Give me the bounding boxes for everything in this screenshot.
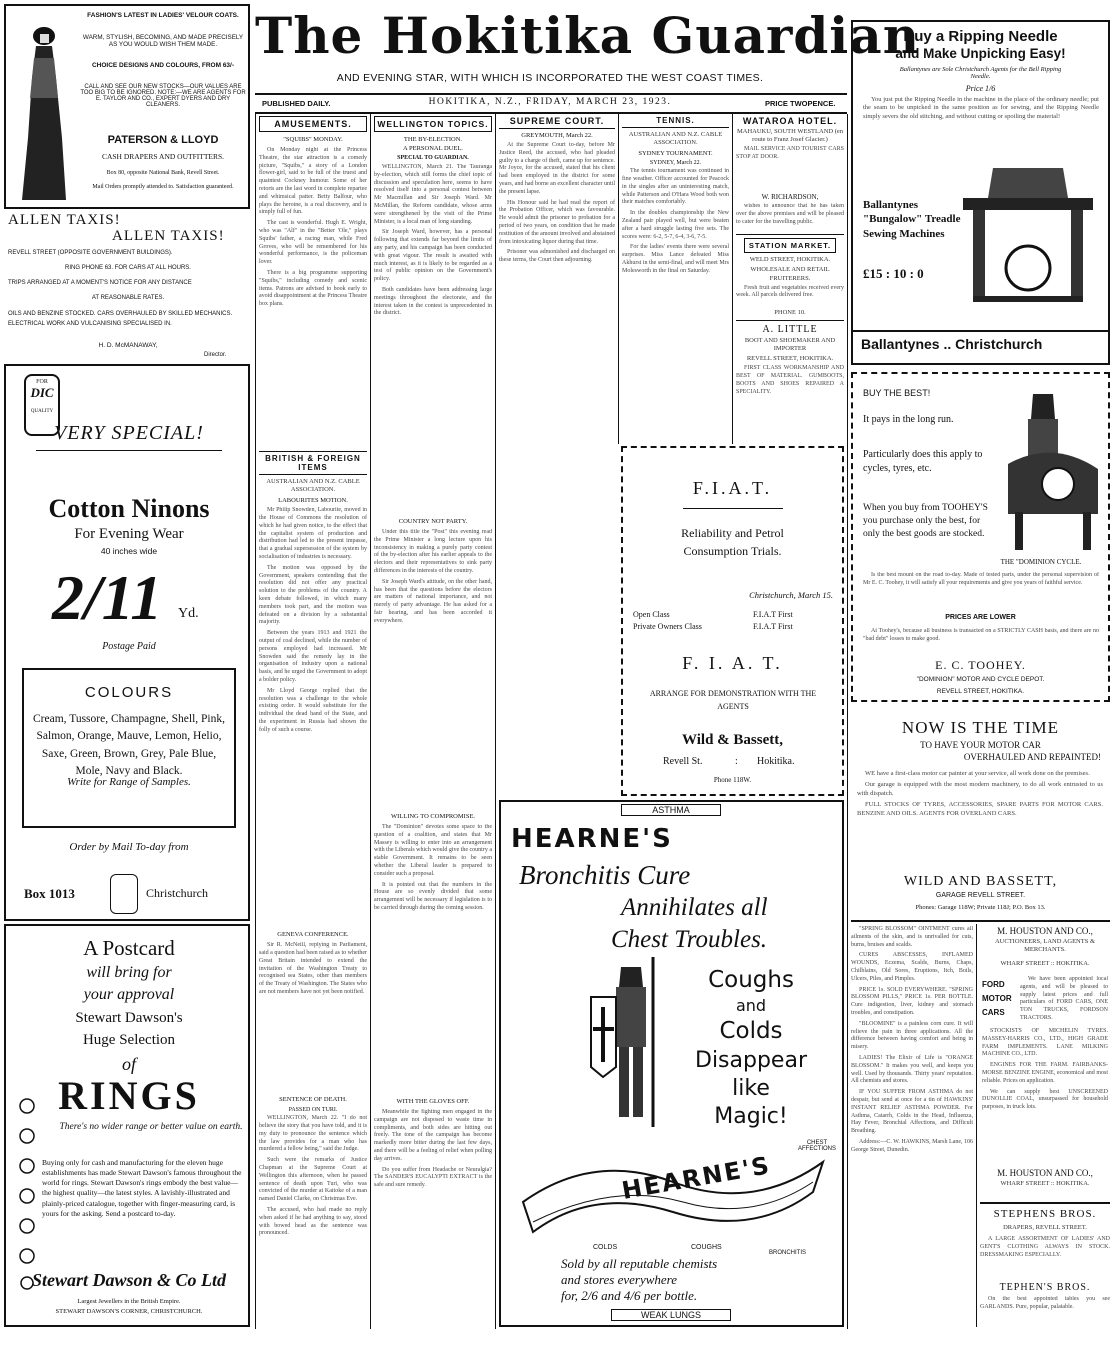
houston-ad (980, 926, 1110, 1166)
fiat-title2: F. I. A. T. (682, 653, 783, 673)
willing-head: WILLING TO COMPROMISE. (390, 813, 476, 820)
little-sub2: REVELL STREET, HOKITIKA. (746, 355, 834, 362)
dic-order: Order by Mail To-day from (69, 841, 189, 853)
willing-text: The "Dominion" devotes some space to the question of a coalition, and states that Mr Massey is willing to enter into an arrangement with the Liberals which would give the country a stable Government. It remains to be seen whether the Liberal leader is prepared to consider such a proposal. It is pointed out that the numbers in the House are so evenly divided that some arrangement will be necessary if legislation is to be carried through during the coming session. (374, 824, 492, 911)
spring-blossom-ad: "SPRING BLOSSOM" OINTMENT cures all ailments of the skin, and is unrivalled for cuts, burns, bruises and scalds. CURES ABSCESSES, INFLAMED WOUNDS, Eczema, Scalds, Burns, Chaps, Chilblains, Old Sores, Eruptions, Itch, Boils, Ulcers, Piles, and Pimples. PRICE 1s. SOLD EVERYWHERE. "SPRING BLOSSOM PILLS," PRICE 1s. PER BOTTLE. Cure indigestion, liver, kidney and stomach troubles, and constipation. "BLOOMINE" is a painless corn cure. It will relieve the pain in three applications. All the difference between having comfort and being in misery. LADIES! The Elixir of Life is "ORANGE BLOSSOM." It makes you well, and keeps you well. Used by thousands. Thirty years' reputation. All chemists and stores. IF YOU SUFFER FROM ASTHMA do not despair, but send at once for a tin of HAWKINS' INSTANT RELIEF ASTHMA POWDER. For Asthma, Catarrh, Colds in the Head, Influenza, Hay Fever, Bronchial Affections, and Difficult Breathing. Address:—C. W. HAWKINS, Marsh Lane, 106 George Street, Dunedin. (851, 926, 973, 1153)
dic-box: Box 1013 (24, 886, 75, 901)
gloves-head: WITH THE GLOVES OFF. (396, 1098, 470, 1105)
toohey-addr: REVELL STREET, HOKITIKA. (936, 688, 1025, 695)
hearnes-coughs: COUGHS (691, 1244, 722, 1251)
paterson-name: PATERSON & LLOYD (107, 134, 219, 146)
fiat-l2: Consumption Trials. (683, 544, 782, 558)
stewart-l3: your approval (83, 986, 175, 1003)
houston-ford: FORD (982, 980, 1005, 989)
tennis-sub1: AUSTRALIAN AND N.Z. CABLE ASSOCIATION. (628, 131, 723, 147)
hearnes-l5: Coughs (708, 967, 794, 993)
column-3 (374, 116, 492, 1326)
market-phone: PHONE 10. (774, 308, 806, 316)
lady-figure-illustration (16, 18, 74, 203)
tennis-sub2: SYDNEY TOURNAMENT. (638, 150, 713, 158)
fiat-arrange: ARRANGE FOR DEMONSTRATION WITH THE AGENTS (649, 689, 817, 711)
paterson-line2: WARM, STYLISH, BECOMING, AND MADE PRECISELY AS YOU WOULD WISH THEM MADE. (82, 34, 244, 48)
wild-text: WE have a first-class motor car painter at your service, all work done on the premises. Our garage is equipped with the most modern machinery, to do all work entrusted to us with dispatch. FULL STOCKS OF TYRES, ACCESSORIES, SPARE PARTS FOR MOTOR CARS. BENZINE AND OILS. AGENTS FOR OVERLAND CARS. (857, 770, 1103, 817)
ripping-l2: and Make Unpicking Easy! (895, 46, 1066, 61)
supreme-head: SUPREME COURT. (499, 116, 615, 129)
fiat-open-class: Open Class (633, 610, 670, 619)
hearnes-top: ASTHMA (621, 804, 721, 816)
toohey-ad (851, 372, 1110, 702)
allen-title1: ALLEN TAXIS! (8, 212, 121, 228)
allen-l1: REVELL STREET (OPPOSITE GOVERNMENT BUILDINGS). (8, 250, 173, 256)
hearnes-l3: Annihilates all (621, 894, 768, 921)
geneva-text: Sir R. McNeill, replying in Parliament, said a question had been raised as to whether Great Britain intended to extend the invitation of the Washington Treaty to recognised sea States, other than members of the Treaty of Washington. The States who are not members have not yet been notified. (259, 942, 367, 996)
paterson-ad (4, 4, 250, 209)
dic-city: Christchurch (146, 886, 208, 900)
dic-unit: Yd. (178, 606, 199, 621)
market-text: Fresh fruit and vegetables received every week. All parcels delivered free. (736, 284, 844, 299)
stewart-foot2: STEWART DAWSON'S CORNER, CHRISTCHURCH. (55, 1308, 203, 1315)
wild-phone: Phones: Garage 118W; Private 118J; P.O. Box 13. (915, 904, 1046, 911)
british-sub: AUSTRALIAN AND N.Z. CABLE ASSOCIATION. (266, 478, 360, 494)
knight-on-horse-illustration (1003, 384, 1103, 554)
hearnes-sold3: for, 2/6 and 4/6 per bottle. (561, 1288, 698, 1303)
tennis-head: TENNIS. (622, 116, 729, 128)
paterson-addr: Box 80, opposite National Bank, Revell Street. (106, 170, 220, 176)
fiat-ad (621, 446, 844, 796)
toohey-best: BUY THE BEST! (863, 388, 931, 398)
supreme-text: At the Supreme Court to-day, before Mr Justice Reed, the accused, who had pleaded guilty to a charge of theft, came up for sentence. Mr Joyce, for the accused, stated that his client had been employed in the district for some years, and had borne an excellent character until the present lapse. His Honour said he had read the report of the Probation Officer, which was favourable. He would admit the prisoner to probation for a period of two years, on condition that he made restitution of the amount involved and abstained from intoxicating liquor during that time. Prisoner was admonished and discharged on these terms, the Court then adjourning. (499, 142, 615, 264)
stewart-l1: A Postcard (83, 936, 175, 960)
column-5 (622, 116, 729, 441)
dic-colours: Cream, Tussore, Champagne, Shell, Pink, Salmon, Orange, Mauve, Lemon, Helio, Saxe, Green, Brown, Grey, Pale Blue, Mole, Navy and Black. (33, 713, 225, 777)
little-sub: BOOT AND SHOEMAKER AND IMPORTER (744, 336, 836, 352)
stewart-l4: Stewart Dawson's (75, 1010, 183, 1026)
paterson-line3: CHOICE DESIGNS AND COLOURS, FROM 63/- (91, 62, 235, 69)
wild-name: WILD AND BASSETT, (903, 874, 1058, 889)
hearnes-sold2: and stores everywhere (561, 1272, 678, 1287)
geneva-head: GENEVA CONFERENCE. (277, 931, 349, 939)
toohey-text: Is the best mount on the road to-day. Made of tested parts, under the personal supervision of Mr E. C. Toohey, it will satisfy all your requirements and give you years of faithful service. (863, 572, 1099, 586)
stephens-text: A LARGE ASSORTMENT OF LADIES' AND GENT'S CLOTHING ALWAYS IN STOCK. DRESSMAKING ESPECIALLY. (980, 1236, 1110, 1258)
wataroa-text2: wishes to announce that he has taken over the above premises and will be pleased to cater for the travelling public. (736, 203, 844, 225)
hearnes-l10: Magic! (714, 1104, 788, 1129)
stewart-l8: There's no wider range or better value on earth. (59, 1122, 243, 1132)
published-daily: PUBLISHED DAILY. (262, 99, 331, 108)
dic-width: 40 inches wide (100, 546, 158, 556)
allen-sig: H. D. McMANAWAY, (98, 342, 158, 349)
masthead (255, 6, 921, 70)
dic-colours-box (22, 668, 236, 828)
dic-ad (4, 364, 250, 921)
dic-price: 2/11 (52, 562, 163, 633)
country-head: COUNTRY NOT PARTY. (398, 518, 468, 525)
ripping-l1: Buy a Ripping Needle (903, 28, 1058, 45)
stewart-l5: Huge Selection (82, 1032, 176, 1048)
fiat-open-win: F.I.A.T First (753, 610, 793, 619)
fiat-phone: Phone 118W. (713, 776, 752, 784)
hearnes-ad (499, 800, 844, 1327)
sewing-machine-illustration (953, 158, 1103, 308)
houston-name2: M. HOUSTON AND CO., (997, 1168, 1093, 1178)
little-text: FIRST CLASS WORKMANSHIP AND BEST OF MATERIAL. GUMBOOTS, BOOTS AND SHOES REPAIRED A SPECIALITY. (736, 365, 844, 395)
houston-sub: AUCTIONEERS, LAND AGENTS & MERCHANTS. (994, 938, 1096, 954)
ripping-text: You just put the Ripping Needle in the machine in the place of the ordinary needle; put the seam to be unpicked in the same position as for sewing, and the Ripping Needle simply severs the old stitching, and without cutting or spoiling the material! (863, 96, 1099, 120)
houston-motor: MOTOR (982, 994, 1012, 1003)
stewart-body: Buying only for cash and manufacturing for the eleven huge establishments has made Stewart Dawson's famous throughout the world for rings. Stewart Dawson's rings embody the best value—the highest quality—the latest styles. A lavishly-illustrated and plainly-priced catalogue, together with finger-measuring card, is yours for the asking. Send a postcard to-day. (42, 1158, 242, 1218)
dic-logo-bot: QUALITY (30, 409, 54, 414)
fiat-town: Hokitika. (757, 756, 795, 767)
market-sub2: WHOLESALE AND RETAIL FRUITERERS. (750, 266, 830, 282)
allen-l3: TRIPS ARRANGED AT A MOMENT'S NOTICE FOR ANY DISTANCE (8, 280, 192, 286)
dic-colours-title: COLOURS (84, 684, 174, 701)
column-6 (736, 116, 844, 441)
wild-addr: GARAGE REVELL STREET. (935, 892, 1026, 899)
fiat-agent: Wild & Bassett, (682, 732, 783, 748)
fiat-title1: F.I.A.T. (692, 478, 773, 498)
ripping-sub: Ballantynes are Sole Christchurch Agents for the Bell Ripping Needle. (899, 66, 1062, 80)
toohey-name: E. C. TOOHEY. (935, 658, 1026, 672)
allen-l4: AT REASONABLE RATES. (91, 295, 165, 301)
dic-for: For Evening Wear (74, 526, 184, 542)
fiat-street: Revell St. (663, 756, 703, 767)
houston-ad-footer (980, 1168, 1110, 1198)
dic-samples: Write for Range of Samples. (67, 776, 191, 788)
dic-logo-top: FOR (36, 379, 48, 385)
amusements-sub: "SQUIBS" MONDAY. (283, 136, 343, 143)
dic-postage: Postage Paid (102, 641, 156, 652)
hearnes-chest: CHEST AFFECTIONS (797, 1140, 836, 1152)
knight-illustration (581, 957, 681, 1132)
ripping-brand: Ballantynes "Bungalow" Treadle Sewing Machines (863, 199, 961, 240)
sentence-head: SENTENCE OF DEATH. (279, 1096, 347, 1104)
ripping-footer: Ballantynes .. Christchurch (861, 336, 1043, 352)
allen-l2: RING PHONE 63. FOR CARS AT ALL HOURS. (65, 265, 191, 271)
allen-title2: ALLEN TAXIS! (112, 228, 225, 244)
wild-sub1: TO HAVE YOUR MOTOR CAR (920, 740, 1041, 750)
toohey-sub: "DOMINION" MOTOR AND CYCLE DEPOT. (916, 676, 1045, 683)
hearnes-l9: like (732, 1076, 770, 1101)
market-sub: WELD STREET, HOKITIKA. (749, 256, 831, 264)
wataroa-prop: W. RICHARDSON, (761, 193, 819, 202)
toohey-when: When you buy from TOOHEY'S you purchase only the best, for only the best goods are stocked. (863, 503, 988, 539)
allen-taxis-ad (4, 212, 250, 362)
price: PRICE TWOPENCE. (765, 99, 836, 108)
dic-logo-small (110, 874, 138, 914)
country-text: Under this title the "Post" this evening read the Prime Minister a long lecture upon his inconsistency in making a purely party contest of the by-election after his earlier appeals to the electors and their representatives to sink party differences in the interests of the country. Sir Joseph Ward's attitude, on the other hand, has been that the questions before the electors are matters of national importance, and not merely of party advantage. He has asked for a fair hearing, and has been accorded it everywhere. (374, 529, 492, 624)
wellington-head: WELLINGTON TOPICS. (374, 116, 492, 132)
fiat-l1: Reliability and Petrol (681, 526, 784, 540)
houston-cars: CARS (982, 1008, 1005, 1017)
stewart-dawson-ad (4, 924, 250, 1327)
paterson-mail: Mail Orders promptly attended to. Satisfaction guaranteed. (92, 184, 234, 190)
stewart-l7: RINGS (58, 1073, 200, 1118)
dic-logo-mid: DIC (30, 385, 54, 400)
fiat-private-win: F.I.A.T First (753, 622, 793, 631)
british-head: BRITISH & FOREIGN ITEMS (259, 451, 367, 475)
dic-special: VERY SPECIAL! (54, 422, 204, 444)
houston-name: M. HOUSTON AND CO., (997, 926, 1093, 936)
fiat-colon: : (735, 756, 738, 767)
fiat-private-class: Private Owners Class (633, 622, 702, 631)
stephens-ad (980, 1206, 1110, 1328)
hearnes-bottom: WEAK LUNGS (611, 1309, 731, 1321)
toohey-lower: PRICES ARE LOWER (945, 614, 1016, 621)
wild-now: NOW IS THE TIME (901, 718, 1060, 737)
toohey-text2: At Toohey's, because all business is transacted on a STRICTLY CASH basis, and there are no "bad debt" losses to make good. (863, 628, 1099, 642)
hearnes-l7: Colds (719, 1018, 783, 1044)
column-4 (499, 116, 615, 441)
market-head: STATION MARKET. (744, 238, 836, 253)
stephens-text2: On the best appointed tables you see GARLANDS. Pure, popular, palatable. (980, 1296, 1110, 1310)
wellington-sub2: A PERSONAL DUEL. (403, 145, 463, 152)
tennis-text: The tennis tournament was continued in fine weather. Officer accounted for Peacock in the singles after an uninteresting match, while Patterson and O'Hara Wood both won their matches comfortably. In the doubles championship the New Zealand pair played well, but were beaten after a hard struggle lasting five sets. The scores were: 6-2, 5-7, 6-4, 3-6, 7-5. For the ladies' events there were several surprises. Miss Lance defeated Miss Akhurst in the semi-final, and will meet Mrs Molesworth in the final on Saturday. (622, 168, 729, 274)
stewart-l6: of (121, 1054, 136, 1074)
stewart-l2: will bring for (86, 964, 172, 981)
wild-bassett-ad (851, 708, 1110, 918)
sentence-text: WELLINGTON, March 22. "I do not believe the story that you have told, and it is my duty to pronounce the sentence which the law provides for a man who has murdered a fellow being," said the Judge. Such were the remarks of Justice Chapman at the Supreme Court at Wellington this afternoon, when he passed sentence of death upon Turi, who was convicted of the murder at Kaitoke of a man named Daniel Clarke, on Christmas Eve. The accused, who had made no reply when asked if he had anything to say, stood with bowed head as the sentence was pronounced. (259, 1115, 367, 1237)
masthead-title: The Hokitika Guardian (255, 6, 921, 65)
amusements-head: AMUSEMENTS. (259, 116, 367, 132)
hearnes-bronchitis: BRONCHITIS (769, 1250, 807, 1256)
rings-illustration-left (16, 1091, 38, 1291)
hearnes-colds: COLDS (593, 1244, 618, 1251)
hearnes-l8: Disappear (695, 1048, 807, 1073)
ripping-price: Price 1/6 (965, 84, 996, 93)
wataroa-head: WATAROA HOTEL. (742, 116, 838, 126)
hearnes-sold1: Sold by all reputable chemists (561, 1256, 718, 1271)
stewart-logo: Stewart Dawson & Co Ltd (31, 1270, 227, 1290)
paterson-sub: CASH DRAPERS AND OUTFITTERS. (101, 152, 225, 161)
hearnes-l6: and (735, 996, 767, 1015)
ripping-needle-ad (851, 20, 1110, 365)
wataroa-sub: MAHAUKU, SOUTH WESTLAND (en route to Franz Josef Glacier.) (736, 128, 844, 144)
stephens-name2: TEPHEN'S BROS. (999, 1282, 1091, 1294)
toohey-particularly: Particularly does this apply to cycles, tyres, etc. (863, 449, 983, 474)
allen-role: Director. (204, 352, 227, 358)
little-head: A. LITTLE (762, 323, 818, 335)
paterson-line1: FASHION'S LATEST IN LADIES' VELOUR COATS. (87, 12, 239, 19)
hearnes-l4: Chest Troubles. (611, 926, 768, 953)
stephens-name: STEPHENS BROS. (993, 1208, 1097, 1220)
stewart-foot1: Largest Jewellers in the British Empire. (77, 1298, 181, 1305)
houston-text2: STOCKISTS OF MICHELIN TYRES. MASSEY-HARRIS CO., LTD., HIGH GRADE FARM IMPLEMENTS. LANE MILKING MACHINE CO., LTD. ENGINES FOR THE FARM. FAIRBANKS-MORSE BENZINE ENGINE, economical and most reliable. Prices on application. We can supply best UNSCREENED DUNOLLIE COAL, unsurpassed for household purposes, in truck lots. (982, 1028, 1108, 1111)
hearnes-l2: Bronchitis Cure (519, 860, 691, 890)
gloves-text: Meanwhile the fighting men engaged in the campaign are not disposed to waste time in compliments, and both sides are hitting out freely. The tone of the campaign has become markedly more bitter during the last few days, and there will be a feeling of relief when polling day arrives. Do you suffer from Headache or Neuralgia? The SANDER'S EUCALYPTI EXTRACT is the safe and sure remedy. (374, 1109, 492, 1189)
houston-text: We have been appointed local agents, and will be pleased to supply latest prices and full particulars of FORD CARS, ONE TON TRUCKS, FORDSON TRACTORS. (1020, 976, 1108, 1021)
houston-wharf: WHARF STREET :: HOKITIKA. (1000, 960, 1090, 968)
stephens-sub: DRAPERS, REVELL STREET. (1003, 1224, 1087, 1231)
column-2 (259, 116, 367, 1326)
toohey-dominion: THE "DOMINION CYCLE. (1000, 558, 1082, 566)
dic-product: Cotton Ninons (48, 494, 210, 523)
ripping-machine-price: £15 : 10 : 0 (863, 266, 924, 281)
amusements-text: On Monday night at the Princess Theatre, the star attraction is a comedy picture, "Squibs," a story of a London flower-girl, said to be full of the truest and quaintest Cockney humour. Some of her retorts are the last word in complete repartee and whimsical patter. Betty Balfour, who plays the heroine, is a real discovery, and is simply full of fun. The cast is wonderful. Hugh E. Wright, who was "Alf" in the "Better 'Ole," plays Squibs' father, a racing man, while Fred Groves, who will be remembered for his wonderful performance, is the policeman lover. There is a big programme supporting "Squibs," including comedy and scenic items. Patrons are advised to book early to avoid disappointment at the Princess Theatre box plans. (259, 147, 367, 308)
tennis-sub3: SYDNEY, March 22. (649, 160, 702, 167)
masthead-subtitle: AND EVENING STAR, WITH WHICH IS INCORPORATED THE WEST COAST TIMES. (336, 72, 764, 84)
allen-l5: OILS AND BENZINE STOCKED. CARS OVERHAULED BY SKILLED MECHANICS. ELECTRICAL WORK AND VULCANISING SPECIALISED IN. (8, 311, 233, 327)
wataroa-text: MAIL SERVICE AND TOURIST CARS STOP AT DOOR. (736, 146, 844, 161)
hearnes-banner: HEARNE'S (619, 1151, 773, 1205)
toohey-pays: It pays in the long run. (863, 414, 954, 425)
wellington-sub1: THE BY-ELECTION. (403, 136, 463, 143)
houston-wharf2: WHARF STREET :: HOKITIKA. (1000, 1180, 1090, 1187)
wellington-text: WELLINGTON, March 21. The Tauranga by-election, which still forms the chief topic of discussion and speculation here, seems to have resolved itself into a personal contest between Mr Macmillan and Sir Joseph Ward. Mr McMillan, the Reform candidate, whose arms were strengthened by the visit of the Prime Minister, is a local man of long standing. Sir Joseph Ward, however, has a personal following that extends far beyond the limits of any party, and his campaign has been conducted with great vigour. The result is awaited with much interest, as it is likely to be regarded as a test of public opinion on the Government's policy. Both candidates have been addressing large meetings throughout the electorate, and the interest taken in the contest is unprecedented in the district. (374, 164, 492, 317)
passed-head: PASSED ON TURI. (288, 1107, 338, 1114)
wellington-sub3: SPECIAL TO GUARDIAN. (397, 155, 469, 161)
hearnes-l1: HEARNE'S (511, 824, 673, 854)
supreme-sub: GREYMOUTH, March 22. (521, 132, 593, 139)
fiat-date: Christchurch, March 15. (749, 590, 833, 600)
labourites-text: Mr Philip Snowden, Labourite, moved in the House of Commons the resolution of which he had given notice, to the effect that the capitalist system of production and distribution had led to the present impasse, that a gradual supersession of the system by socialisation of industries is necessary. The motion was opposed by the Government, speakers contending that the resolution did not offer any practical solution to the problems of the country. A keen debate followed, in which many members took part, and the motion was defeated on a division by a substantial majority. Between the years 1913 and 1921 the output of coal declined, while the number of persons employed had increased. Mr Snowden said the remedy lay in the organisation of industry upon a national basis, and he urged the Government to adopt a bolder policy. Mr Lloyd George replied that the resolution was a challenge to the whole existing order. It would substitute for the individual the dead hand of the State, and the experiment in Russia had shown the folly of such a course. (259, 507, 367, 733)
dateline: HOKITIKA, N.Z., FRIDAY, MARCH 23, 1923. (428, 97, 672, 107)
labourites-head: LABOURITES MOTION. (278, 497, 348, 505)
paterson-line4: CALL AND SEE OUR NEW STOCKS—OUR VALUES ARE TOO BIG TO BE IGNORED. NOTE:—WE ARE AGENTS FOR E. TAYLOR AND CO., EXPERT DYERS AND DRY CLEANERS. (80, 84, 246, 108)
wild-sub2: OVERHAULED AND REPAINTED! (963, 752, 1101, 762)
